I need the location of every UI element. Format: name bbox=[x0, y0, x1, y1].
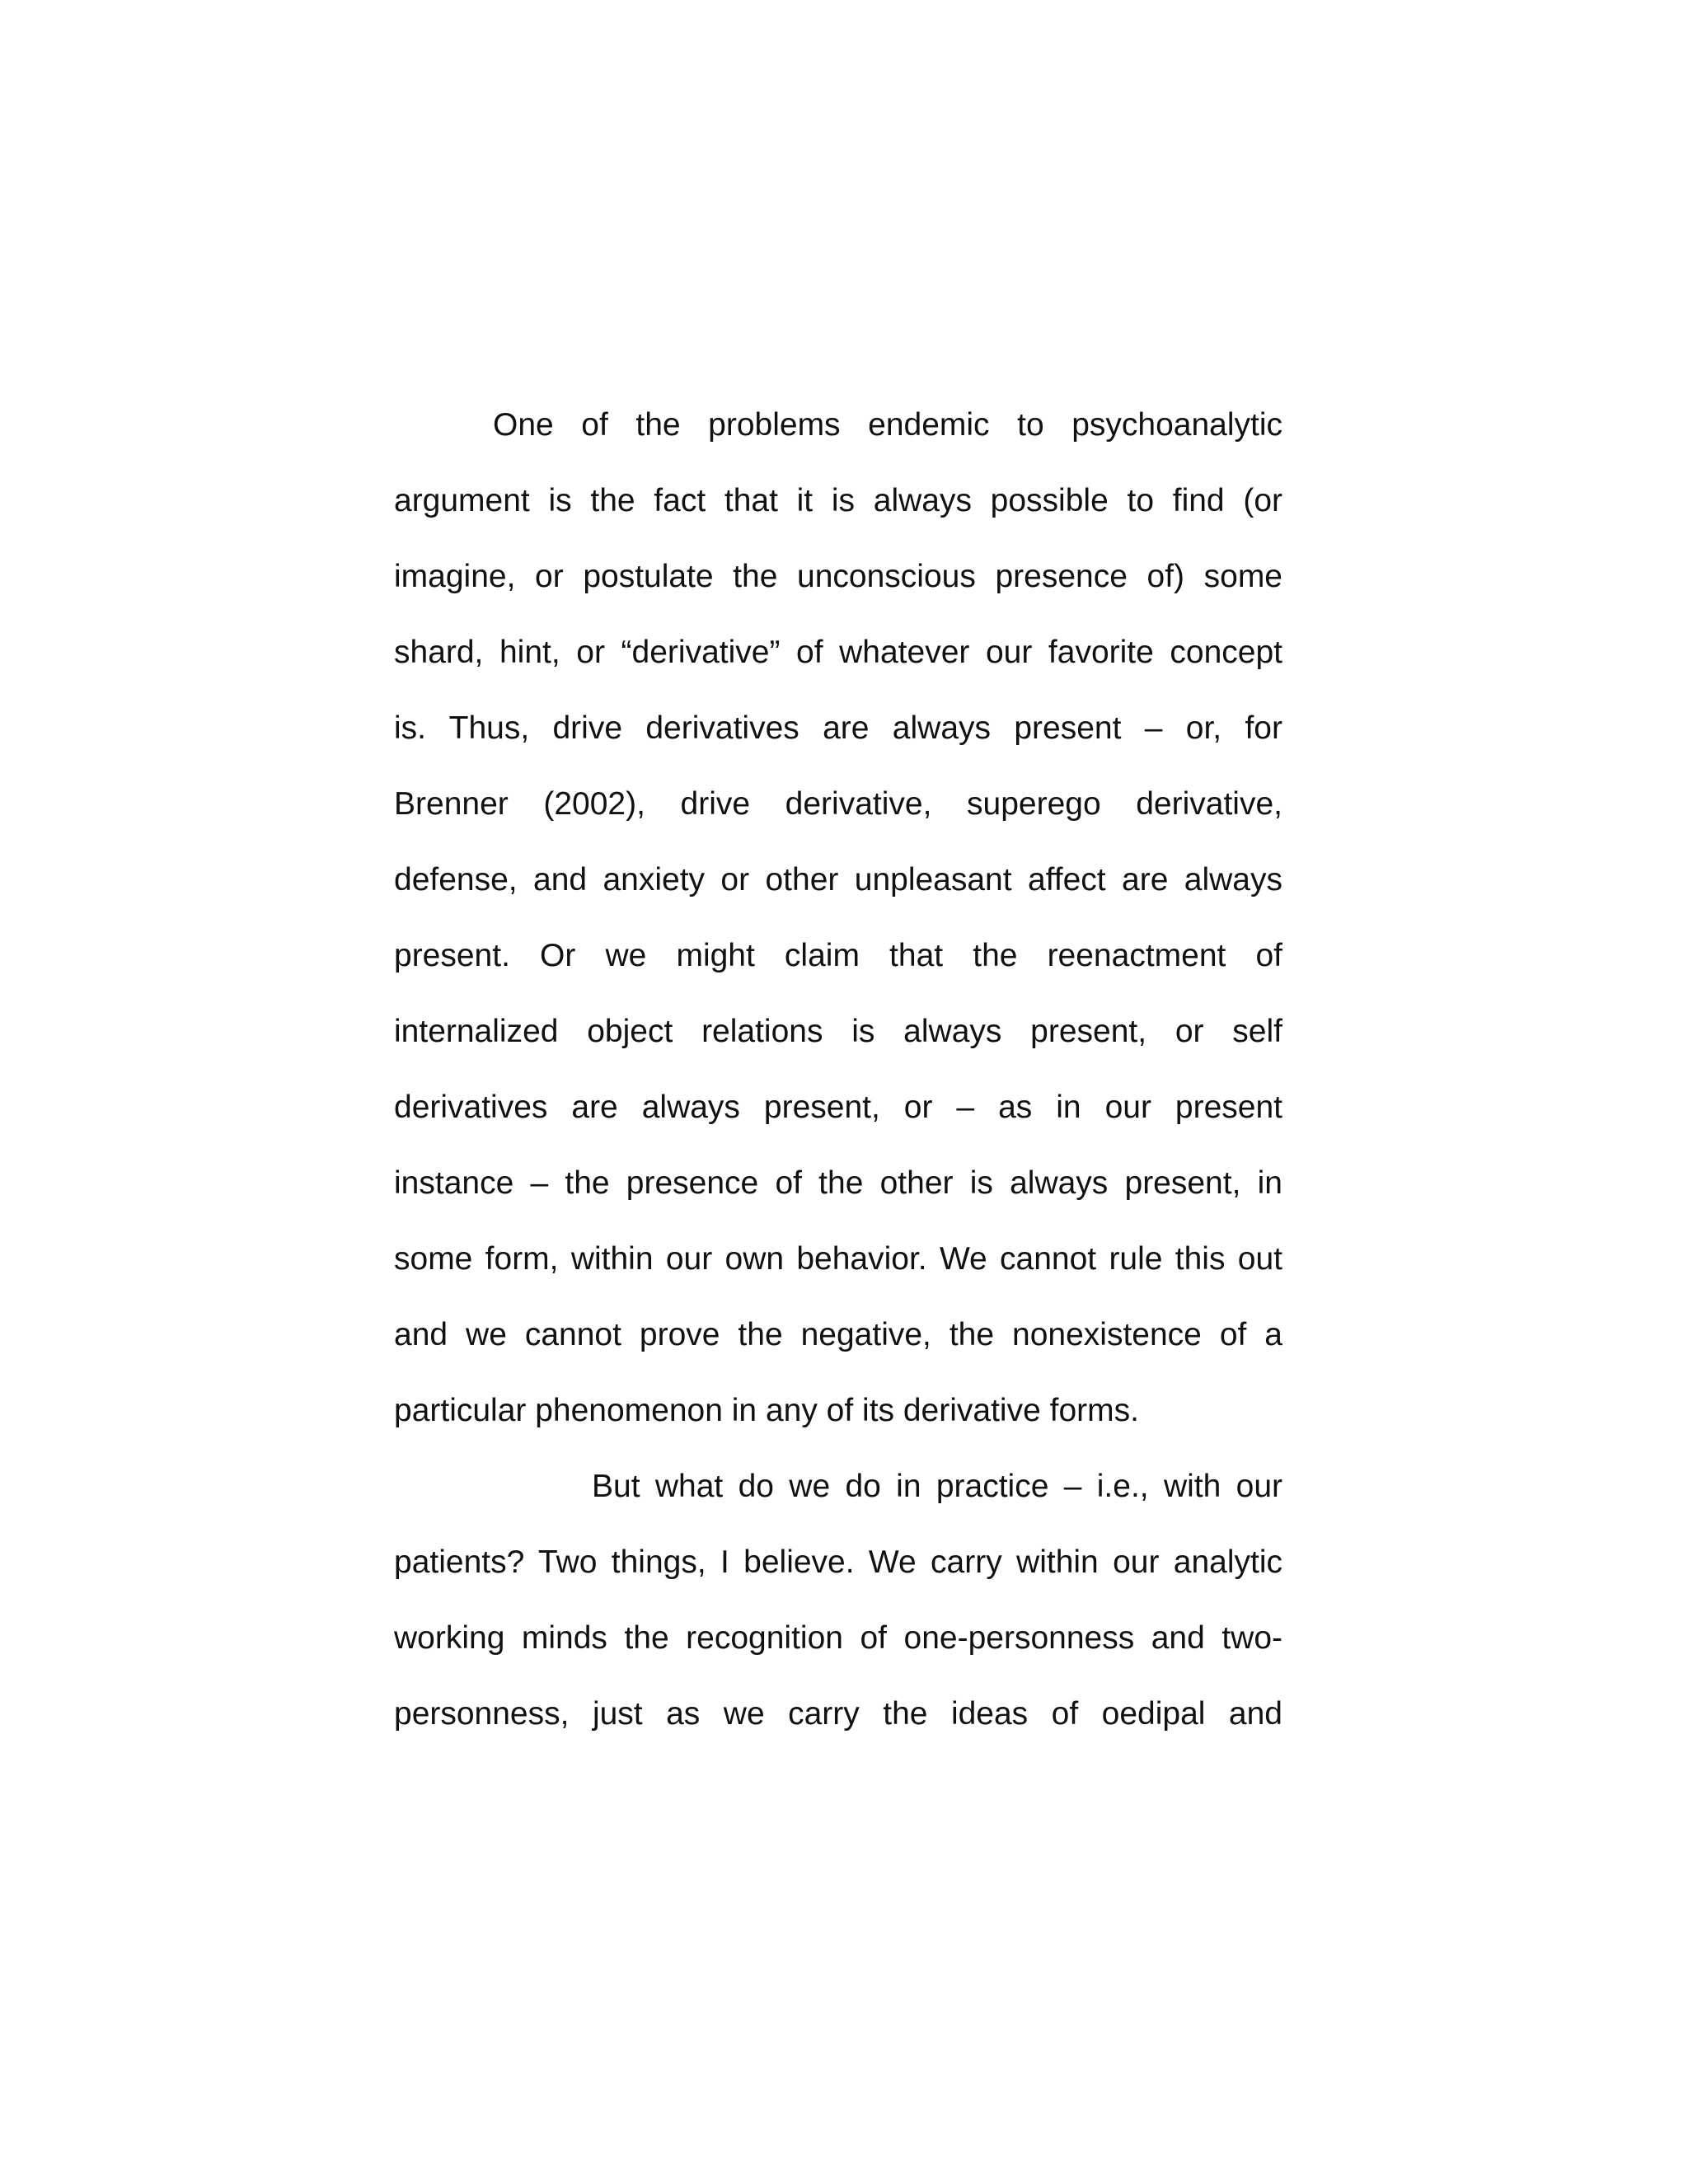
text-line: particular phenomenon in any of its derivative forms. bbox=[394, 1393, 1139, 1428]
text-line: internalized object relations is always present, or self bbox=[394, 1014, 1282, 1049]
text-line: and we cannot prove the negative, the nonexistence of a bbox=[394, 1317, 1282, 1352]
paragraph-2 bbox=[394, 1449, 1282, 1752]
text-line: derivatives are always present, or – as in our present bbox=[394, 1090, 1282, 1125]
text-line: is. Thus, drive derivatives are always present – or, for bbox=[394, 710, 1282, 746]
text-line: instance – the presence of the other is always present, in bbox=[394, 1165, 1282, 1201]
text-line: Brenner (2002), drive derivative, superego derivative, bbox=[394, 786, 1282, 822]
text-line: shard, hint, or “derivative” of whatever our favorite concept bbox=[394, 635, 1282, 670]
paragraph-1 bbox=[394, 387, 1282, 1449]
text-line: personness, just as we carry the ideas of oedipal and bbox=[394, 1696, 1282, 1732]
text-line: argument is the fact that it is always possible to find (or bbox=[394, 483, 1282, 518]
text-line: some form, within our own behavior. We cannot rule this out bbox=[394, 1241, 1282, 1277]
text-line: But what do we do in practice – i.e., with our bbox=[592, 1469, 1282, 1504]
text-line: defense, and anxiety or other unpleasant affect are always bbox=[394, 862, 1282, 898]
text-line: working minds the recognition of one-personness and two- bbox=[394, 1620, 1282, 1656]
text-line: One of the problems endemic to psychoanalytic bbox=[493, 407, 1282, 443]
text-line: imagine, or postulate the unconscious presence of) some bbox=[394, 559, 1282, 594]
body-text bbox=[394, 387, 1282, 1752]
text-line: patients? Two things, I believe. We carry within our analytic bbox=[394, 1544, 1282, 1580]
text-line: present. Or we might claim that the reenactment of bbox=[394, 938, 1282, 973]
